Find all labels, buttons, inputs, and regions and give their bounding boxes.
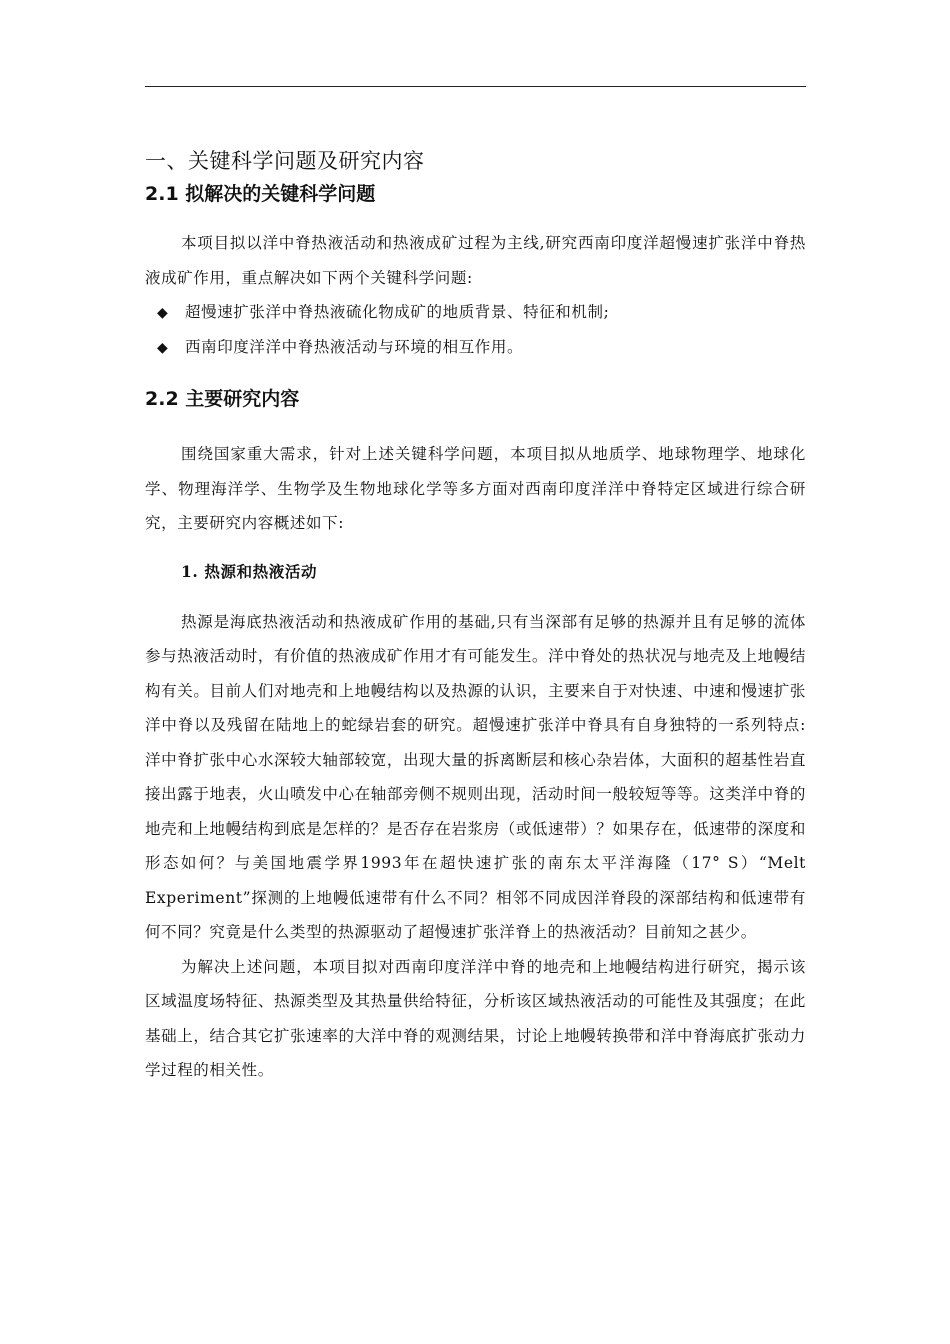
section-2-2-intro: 围绕国家重大需求，针对上述关键科学问题，本项目拟从地质学、地球物理学、地球化学、物理海洋学、生物学及生物地球化学等多方面对西南印度洋洋中脊特定区域进行综合研究，主要研究内容概述如下: [145, 445, 806, 532]
section-2-1-intro: 本项目拟以洋中脊热液活动和热液成矿过程为主线,研究西南印度洋超慢速扩张洋中脊热液成矿作用，重点解决如下两个关键科学问题: [145, 234, 806, 287]
list-item-text: 超慢速扩张洋中脊热液硫化物成矿的地质背景、特征和机制; [185, 303, 610, 321]
list-item [145, 295, 806, 330]
subsection-1-title: 1. 热源和热液活动 [181, 561, 318, 581]
list-item-text: 西南印度洋洋中脊热液活动与环境的相互作用。 [185, 338, 524, 356]
list-item [145, 330, 806, 365]
diamond-bullet-icon: ◆ [157, 340, 169, 356]
diamond-bullet-icon: ◆ [157, 305, 169, 321]
chapter-title: 一、关键科学问题及研究内容 [145, 149, 425, 173]
document-body [145, 144, 806, 1088]
subsection-1-paragraph-1: 热源是海底热液活动和热液成矿作用的基础,只有当深部有足够的热源并且有足够的流体参与热液活动时，有价值的热液成矿作用才有可能发生。洋中脊处的热状况与地壳及上地幔结构有关。目前人们对地壳和上地幔结构以及热源的认识，主要来自于对快速、中速和慢速扩张洋中脊以及残留在陆地上的蛇绿岩套的研究。超慢速扩张洋中脊具有自身独特的一系列特点:洋中脊扩张中心水深较大轴部较宽，出现大量的拆离断层和核心杂岩体，大面积的超基性岩直接出露于地表，火山喷发中心在轴部旁侧不规则出现，活动时间一般较短等等。这类洋中脊的地壳和上地幔结构到底是怎样的？是否存在岩浆房（或低速带）？如果存在，低速带的深度和形态如何？与美国地震学界1993年在超快速扩张的南东太平洋海隆（17° S）“Melt Experiment”探测的上地幔低速带有什么不同？相邻不同成因洋脊段的深部结构和低速带有何不同？究竟是什么类型的热源驱动了超慢速扩张洋脊上的热液活动？目前知之甚少。 [145, 612, 806, 941]
key-questions-list [145, 295, 806, 365]
section-2-2-title: 2.2 主要研究内容 [145, 388, 300, 410]
header-rule [145, 86, 806, 87]
section-2-1-title: 2.1 拟解决的关键科学问题 [145, 183, 376, 205]
subsection-1-paragraph-2: 为解决上述问题，本项目拟对西南印度洋洋中脊的地壳和上地幔结构进行研究，揭示该区域温度场特征、热源类型及其热量供给特征，分析该区域热液活动的可能性及其强度；在此基础上，结合其它扩张速率的大洋中脊的观测结果，讨论上地幔转换带和洋中脊海底扩张动力学过程的相关性。 [145, 957, 806, 1079]
